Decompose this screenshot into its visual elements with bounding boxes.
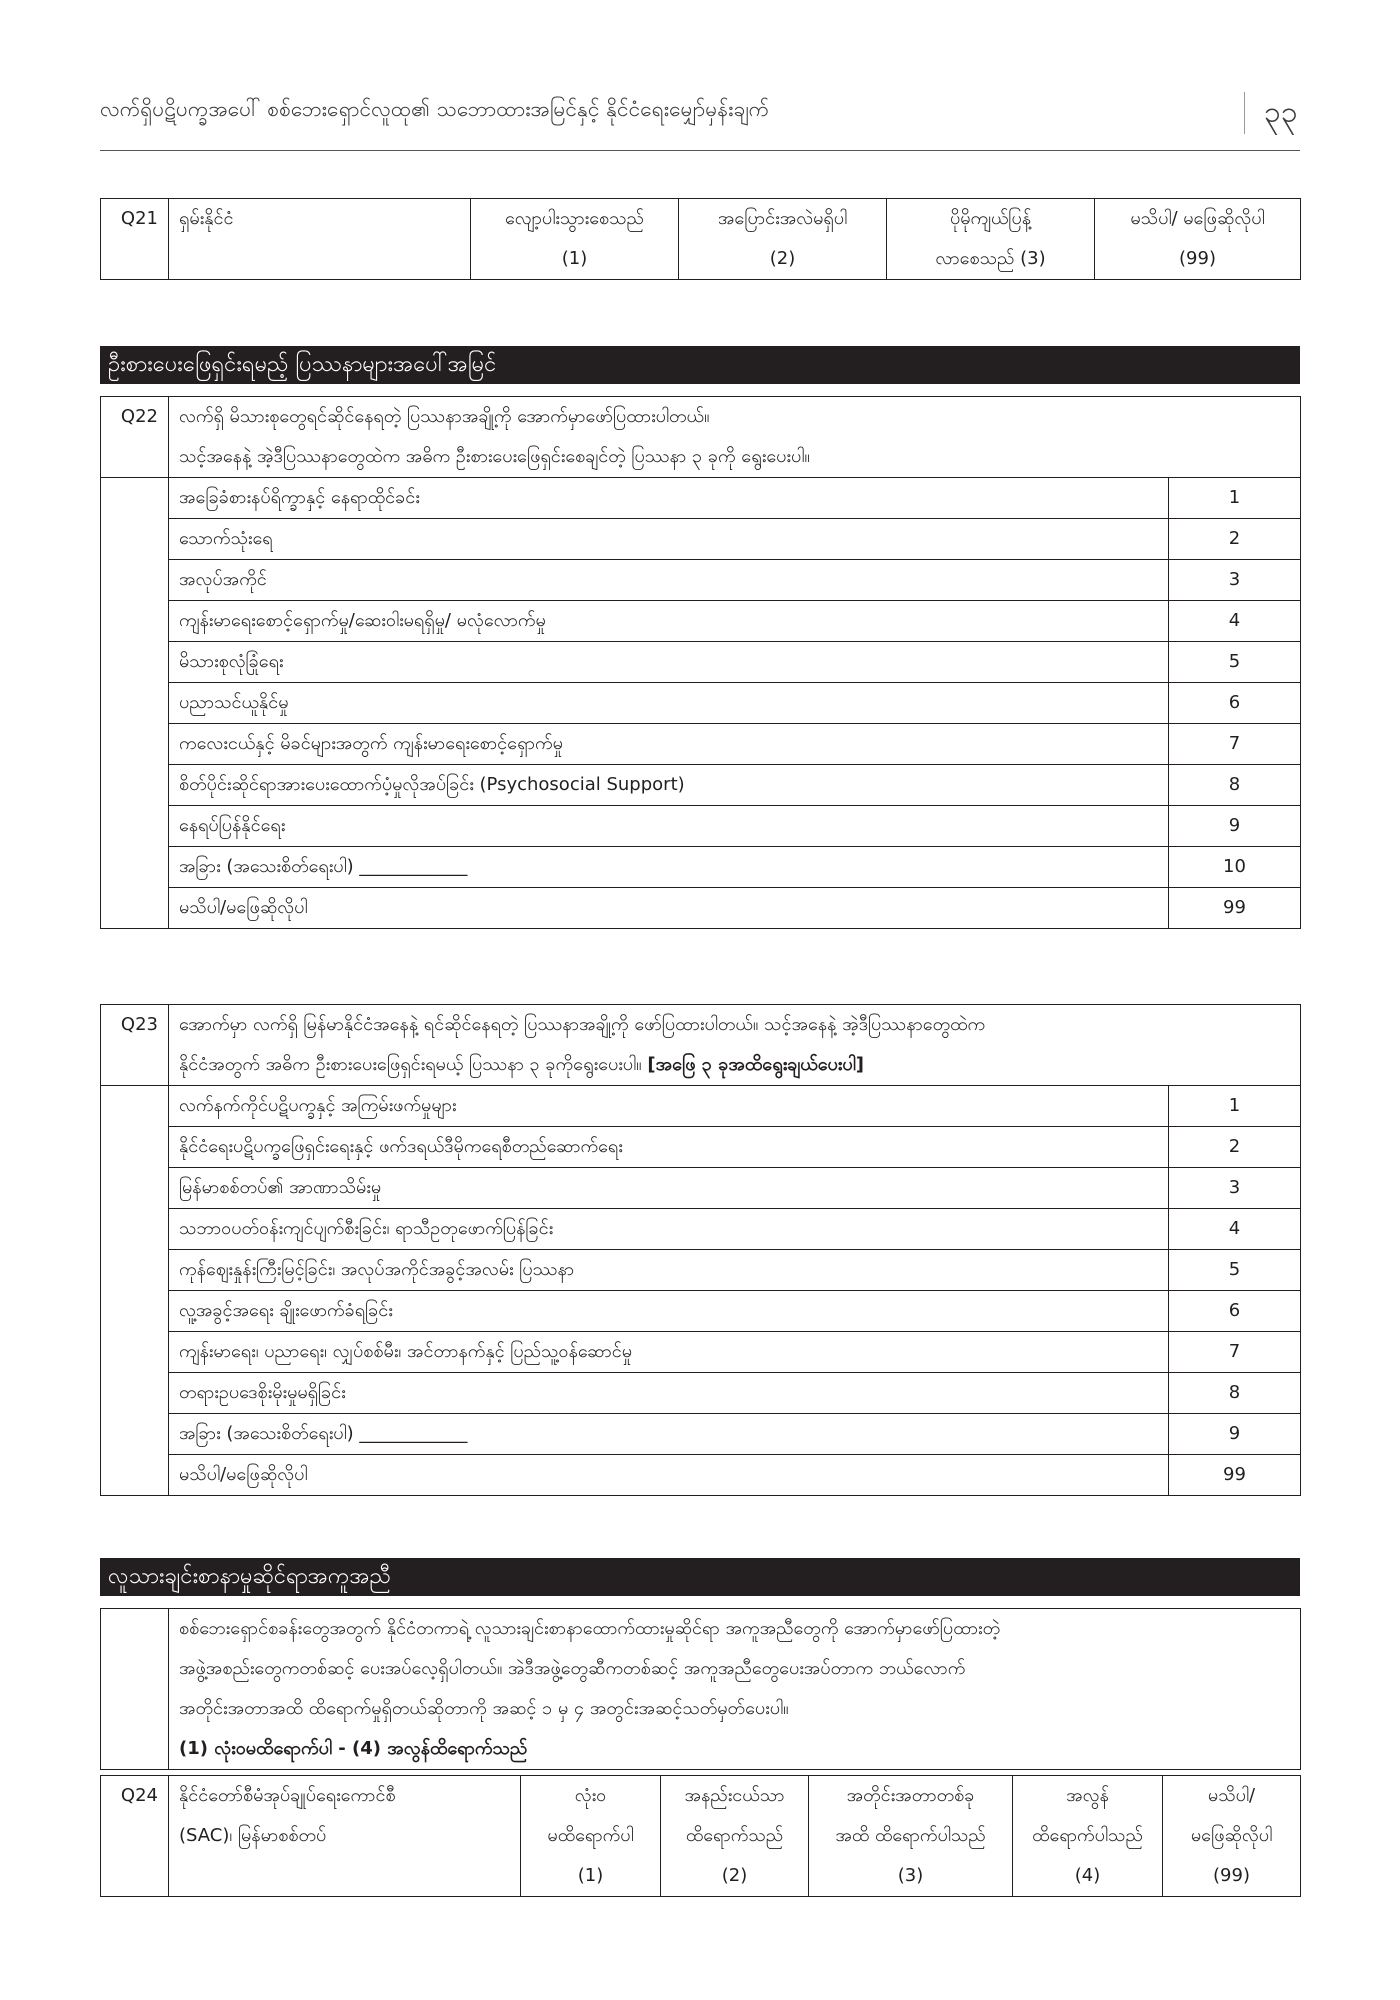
q24-option-5[interactable]: [1163, 1776, 1301, 1897]
option-label: လုံးဝ: [574, 1785, 607, 1806]
q22-table: [100, 396, 1301, 929]
option-text: စိတ်ပိုင်းဆိုင်ရာအားပေးထောက်ပံ့မှုလိုအပ်ခြင်း (Psychosocial Support): [169, 765, 1169, 806]
section-heading-priorities: ဦးစားပေးဖြေရှင်းရမည့် ပြဿနာများအပေါ်အမြင်: [100, 346, 1300, 384]
q24-option-1[interactable]: [521, 1776, 661, 1897]
table-row[interactable]: [101, 806, 1301, 847]
question-line: လက်ရှိ မိသားစုတွေရင်ဆိုင်နေရတဲ့ ပြဿနာအချို့ကို အောက်မှာဖော်ပြထားပါတယ်။: [179, 406, 710, 427]
option-code: 2: [1169, 1127, 1301, 1168]
option-text: သဘာဝပတ်ဝန်းကျင်ပျက်စီးခြင်း၊ ရာသီဥတုဖောက်ပြန်ခြင်း: [169, 1209, 1169, 1250]
option-code: 7: [1169, 724, 1301, 765]
option-code: 4: [1169, 1209, 1301, 1250]
option-text: တရားဥပဒေစိုးမိုးမှုမရှိခြင်း: [169, 1373, 1169, 1414]
option-text: အခြေခံစားနပ်ရိက္ခာနှင့် နေရာထိုင်ခင်း: [169, 478, 1169, 519]
q23-table: [100, 1004, 1301, 1496]
option-label: မသိပါ/ မဖြေဆိုလိုပါ: [1130, 208, 1265, 229]
option-code: 7: [1169, 1332, 1301, 1373]
option-text: အလုပ်အကိုင်: [169, 560, 1169, 601]
table-row[interactable]: [101, 683, 1301, 724]
option-label: အတိုင်းအတာတစ်ခု: [846, 1785, 975, 1806]
option-label: အနည်းငယ်သာ: [684, 1785, 785, 1806]
table-row[interactable]: [101, 1414, 1301, 1455]
option-code: 1: [1169, 478, 1301, 519]
option-code: 8: [1169, 765, 1301, 806]
q24-row: [101, 1776, 1301, 1897]
table-row[interactable]: [101, 1250, 1301, 1291]
option-text: အခြား (အသေးစိတ်ရေးပါ) ____________: [169, 1414, 1169, 1455]
option-code: (1): [561, 248, 588, 269]
option-code: (2): [721, 1865, 748, 1886]
option-code: (2): [769, 248, 796, 269]
intro-line: စစ်ဘေးရှောင်စခန်းတွေအတွက် နိုင်ငံတကာရဲ့ လူသားချင်းစာနာထောက်ထားမှုဆိုင်ရာ အကူအညီတွေကို အောက်မှာဖော်ပြထားတဲ့: [179, 1618, 1001, 1639]
option-code: 8: [1169, 1373, 1301, 1414]
option-text: ကလေးငယ်နှင့် မိခင်များအတွက် ကျန်းမာရေးစောင့်ရှောက်မှု: [169, 724, 1169, 765]
option-label: အလွန်: [1066, 1785, 1109, 1806]
q24-intro-spacer: [101, 1609, 169, 1770]
q21-option-2[interactable]: [679, 199, 887, 280]
option-code: (3): [897, 1865, 924, 1886]
q21-label: ရှမ်းနိုင်ငံ: [169, 199, 471, 280]
table-row[interactable]: [101, 724, 1301, 765]
option-code: 4: [1169, 601, 1301, 642]
table-row[interactable]: [101, 765, 1301, 806]
table-row[interactable]: [101, 560, 1301, 601]
q22-number-spacer: [101, 478, 169, 929]
table-row[interactable]: [101, 1373, 1301, 1414]
q21-table: [100, 198, 1301, 280]
option-code: 1: [1169, 1086, 1301, 1127]
option-text: မသိပါ/မဖြေဆိုလိုပါ: [169, 888, 1169, 929]
option-text: မြန်မာစစ်တပ်၏ အာဏာသိမ်းမှု: [169, 1168, 1169, 1209]
option-text: နေရပ်ပြန်နိုင်ရေး: [169, 806, 1169, 847]
table-row[interactable]: [101, 1291, 1301, 1332]
option-label: မဖြေဆိုလိုပါ: [1190, 1825, 1273, 1846]
option-code: 2: [1169, 519, 1301, 560]
table-row[interactable]: [101, 1455, 1301, 1496]
q24-intro: [169, 1609, 1301, 1770]
option-text: မိသားစုလုံခြုံရေး: [169, 642, 1169, 683]
option-label: မသိပါ/: [1207, 1785, 1256, 1806]
option-label: ထိရောက်သည်: [685, 1825, 784, 1846]
header-rule: [100, 150, 1300, 151]
option-code: (1): [577, 1865, 604, 1886]
q24-option-2[interactable]: [661, 1776, 809, 1897]
table-row[interactable]: [101, 1086, 1301, 1127]
running-title: လက်ရှိပဋိပက္ခအပေါ် စစ်ဘေးရှောင်လူထု၏ သဘောထားအမြင်နှင့် နိုင်ငံရေးမျှော်မှန်းချက်: [100, 97, 770, 121]
table-row[interactable]: [101, 1332, 1301, 1373]
q24-option-3[interactable]: [809, 1776, 1013, 1897]
option-label: မထိရောက်ပါ: [547, 1825, 634, 1846]
option-text: လူ့အခွင့်အရေး ချိုးဖောက်ခံရခြင်း: [169, 1291, 1169, 1332]
question-emphasis: [အဖြေ ၃ ခုအထိရွေးချယ်ပေးပါ]: [647, 1054, 864, 1075]
q24-intro-table: [100, 1608, 1301, 1770]
option-text: နိုင်ငံရေးပဋိပက္ခဖြေရှင်းရေးနှင့် ဖက်ဒရယ်ဒီမိုကရေစီတည်ဆောက်ရေး: [169, 1127, 1169, 1168]
q23-question: [169, 1005, 1301, 1086]
table-row[interactable]: [101, 642, 1301, 683]
table-row[interactable]: [101, 478, 1301, 519]
option-code: (99): [1179, 248, 1216, 269]
table-row[interactable]: [101, 847, 1301, 888]
option-text: ကျန်းမာရေးစောင့်ရှောက်မှု/ဆေးဝါးမရရှိမှု/ မလုံလောက်မှု: [169, 601, 1169, 642]
table-row[interactable]: [101, 1209, 1301, 1250]
option-text: ပညာသင်ယူနိုင်မှု: [169, 683, 1169, 724]
header-separator: [1244, 92, 1245, 134]
table-row[interactable]: [101, 888, 1301, 929]
q22-question-row: [101, 397, 1301, 478]
label-line: နိုင်ငံတော်စီမံအုပ်ချုပ်ရေးကောင်စီ: [179, 1785, 396, 1806]
table-row[interactable]: [101, 601, 1301, 642]
option-text: အခြား (အသေးစိတ်ရေးပါ) ____________: [169, 847, 1169, 888]
option-label: ထိရောက်ပါသည်: [1032, 1825, 1143, 1846]
option-code: 6: [1169, 683, 1301, 724]
question-number: Q23: [101, 1005, 169, 1086]
option-label: အထိ ထိရောက်ပါသည်: [835, 1825, 986, 1846]
option-text: သောက်သုံးရေ: [169, 519, 1169, 560]
option-code: 3: [1169, 1168, 1301, 1209]
page-header: [100, 92, 1300, 152]
intro-line: အတိုင်းအတာအထိ ထိရောက်မှုရှိတယ်ဆိုတာကို အဆင့် ၁ မှ ၄ အတွင်းအဆင့်သတ်မှတ်ပေးပါ။: [179, 1698, 789, 1719]
question-number: Q21: [101, 199, 169, 280]
option-code: 9: [1169, 806, 1301, 847]
option-text: ကုန်ဈေးနှုန်းကြီးမြင့်ခြင်း၊ အလုပ်အကိုင်အခွင့်အလမ်း ပြဿနာ: [169, 1250, 1169, 1291]
option-text: လက်နက်ကိုင်ပဋိပက္ခနှင့် အကြမ်းဖက်မှုများ: [169, 1086, 1169, 1127]
table-row[interactable]: [101, 1168, 1301, 1209]
option-label: လျော့ပါးသွားစေသည်: [505, 208, 644, 229]
page-number: ၃၃: [1264, 95, 1298, 130]
option-code: 99: [1169, 888, 1301, 929]
option-code: (99): [1213, 1865, 1250, 1886]
q24-table: [100, 1775, 1301, 1897]
option-label: အပြောင်းအလဲမရှိပါ: [717, 208, 848, 229]
option-code: 6: [1169, 1291, 1301, 1332]
question-line: သင့်အနေနဲ့ အဲ့ဒီပြဿနာတွေထဲက အဓိက ဦးစားပေးဖြေရှင်းစေချင်တဲ့ ပြဿနာ ၃ ခုကို ရွေးပေးပါ။: [179, 446, 810, 467]
q24-option-4[interactable]: [1013, 1776, 1163, 1897]
table-row[interactable]: [101, 1127, 1301, 1168]
option-code: 5: [1169, 642, 1301, 683]
option-code: 99: [1169, 1455, 1301, 1496]
q21-option-3[interactable]: [887, 199, 1095, 280]
question-line: အောက်မှာ လက်ရှိ မြန်မာနိုင်ငံအနေနဲ့ ရင်ဆိုင်နေရတဲ့ ပြဿနာအချို့ကို ဖော်ပြထားပါတယ်။ သင့်အနေနဲ့ အဲ့ဒီပြဿနာတွေထဲက: [179, 1014, 986, 1035]
option-code: 10: [1169, 847, 1301, 888]
q21-option-4[interactable]: [1095, 199, 1301, 280]
q21-row: [101, 199, 1301, 280]
label-line: (SAC)၊ မြန်မာစစ်တပ်: [179, 1825, 327, 1846]
option-code: 9: [1169, 1414, 1301, 1455]
rating-scale: (1) လုံးဝမထိရောက်ပါ - (4) အလွန်ထိရောက်သည်: [179, 1738, 528, 1759]
option-text: မသိပါ/မဖြေဆိုလိုပါ: [169, 1455, 1169, 1496]
q22-question: [169, 397, 1301, 478]
section-heading-humanitarian-aid: လူသားချင်းစာနာမှုဆိုင်ရာအကူအညီ: [100, 1558, 1300, 1596]
question-number: Q22: [101, 397, 169, 478]
question-line: နိုင်ငံအတွက် အဓိက ဦးစားပေးဖြေရှင်းရမယ့် ပြဿနာ ၃ ခုကိုရွေးပေးပါ။: [179, 1054, 642, 1075]
option-code: 3: [1169, 560, 1301, 601]
option-text: ကျန်းမာရေး၊ ပညာရေး၊ လျှပ်စစ်မီး၊ အင်တာနက်နှင့် ပြည်သူ့ဝန်ဆောင်မှု: [169, 1332, 1169, 1373]
option-code: လာစေသည် (3): [935, 248, 1046, 269]
intro-line: အဖွဲ့အစည်းတွေကတစ်ဆင့် ပေးအပ်လေ့ရှိပါတယ်။ အဲဒီအဖွဲ့တွေဆီကတစ်ဆင့် အကူအညီတွေပေးအပ်တာက ဘယ်လောက်: [179, 1658, 966, 1679]
option-label: ပိုမိုကျယ်ပြန့်: [949, 208, 1032, 229]
q24-label: [169, 1776, 521, 1897]
option-code: (4): [1074, 1865, 1101, 1886]
q24-intro-row: [101, 1609, 1301, 1770]
q23-question-row: [101, 1005, 1301, 1086]
question-number: Q24: [101, 1776, 169, 1897]
table-row[interactable]: [101, 519, 1301, 560]
option-code: 5: [1169, 1250, 1301, 1291]
q23-number-spacer: [101, 1086, 169, 1496]
q21-option-1[interactable]: [471, 199, 679, 280]
